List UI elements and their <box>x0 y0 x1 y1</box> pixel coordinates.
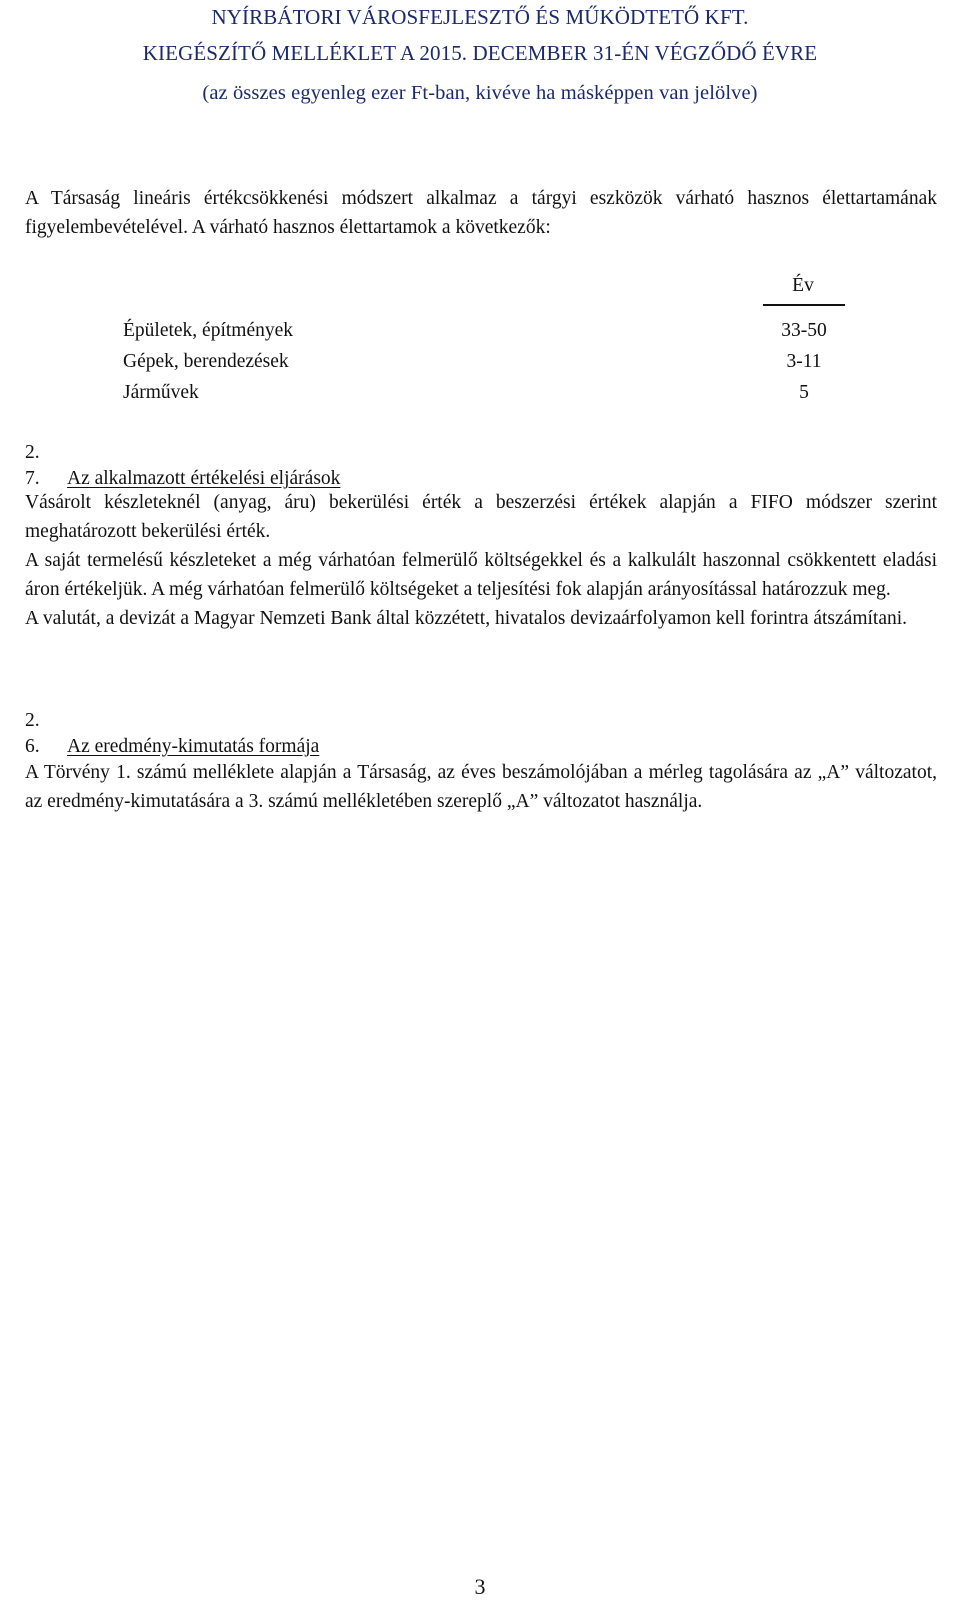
paragraph: A valutát, a devizát a Magyar Nemzeti Bank által közzétett, hivatalos devizaárfolyamon kell forintra átszámítani. <box>25 608 908 629</box>
table-row <box>123 378 843 408</box>
useful-life-years: 3-11 <box>786 351 822 372</box>
section-title: Az alkalmazott értékelési eljárások <box>67 468 341 489</box>
depreciation-intro-text: A Társaság lineáris értékcsökkenési módszert alkalmaz a tárgyi eszközök várható hasznos élettartamának figyelembevételével. A várható hasznos élettartamok a következők: <box>25 188 937 238</box>
company-name: NYÍRBÁTORI VÁROSFEJLESZTŐ ÉS MŰKÖDTETŐ KFT. <box>211 5 749 29</box>
asset-category: Járművek <box>123 382 199 403</box>
useful-life-years: 33-50 <box>781 320 827 341</box>
column-header-rule <box>763 304 845 306</box>
section-valuation-heading <box>25 440 340 492</box>
useful-life-years: 5 <box>799 382 809 403</box>
paragraph: A Törvény 1. számú melléklete alapján a Társaság, az éves beszámolójában a mérleg tagolására az „A” változatot, az eredmény-kimutatására a 3. számú mellékletében szereplő „A” változatot használja. <box>25 762 937 812</box>
section-income-body <box>25 758 937 816</box>
section-number: 2. 6. <box>25 710 40 757</box>
page-number: 3 <box>474 1574 486 1599</box>
section-income-heading <box>25 708 319 760</box>
currency-note: (az összes egyenleg ezer Ft-ban, kivéve ha másképpen van jelölve) <box>202 82 758 104</box>
asset-category: Épületek, építmények <box>123 320 294 341</box>
depreciation-intro <box>25 184 937 242</box>
section-valuation-body <box>25 488 937 633</box>
useful-life-column-header: Év <box>792 275 814 296</box>
table-row <box>123 316 843 346</box>
asset-category: Gépek, berendezések <box>123 351 289 372</box>
section-title: Az eredmény-kimutatás formája <box>67 736 320 757</box>
paragraph: A saját termelésű készleteket a még várhatóan felmerülő költségekkel és a kalkulált haszonnal csökkentett eladási áron értékeljük. A még várhatóan felmerülő költségeket a teljesítési fok alapján arányosítással határozzuk meg. <box>25 550 937 600</box>
table-row <box>123 347 843 377</box>
section-number: 2. 7. <box>25 442 40 489</box>
document-subtitle: KIEGÉSZÍTŐ MELLÉKLET A 2015. DECEMBER 31-ÉN VÉGZŐDŐ ÉVRE <box>142 41 818 65</box>
paragraph: Vásárolt készleteknél (anyag, áru) bekerülési érték a beszerzési értékek alapján a FIFO módszer szerint meghatározott bekerülési érték. <box>25 492 937 542</box>
